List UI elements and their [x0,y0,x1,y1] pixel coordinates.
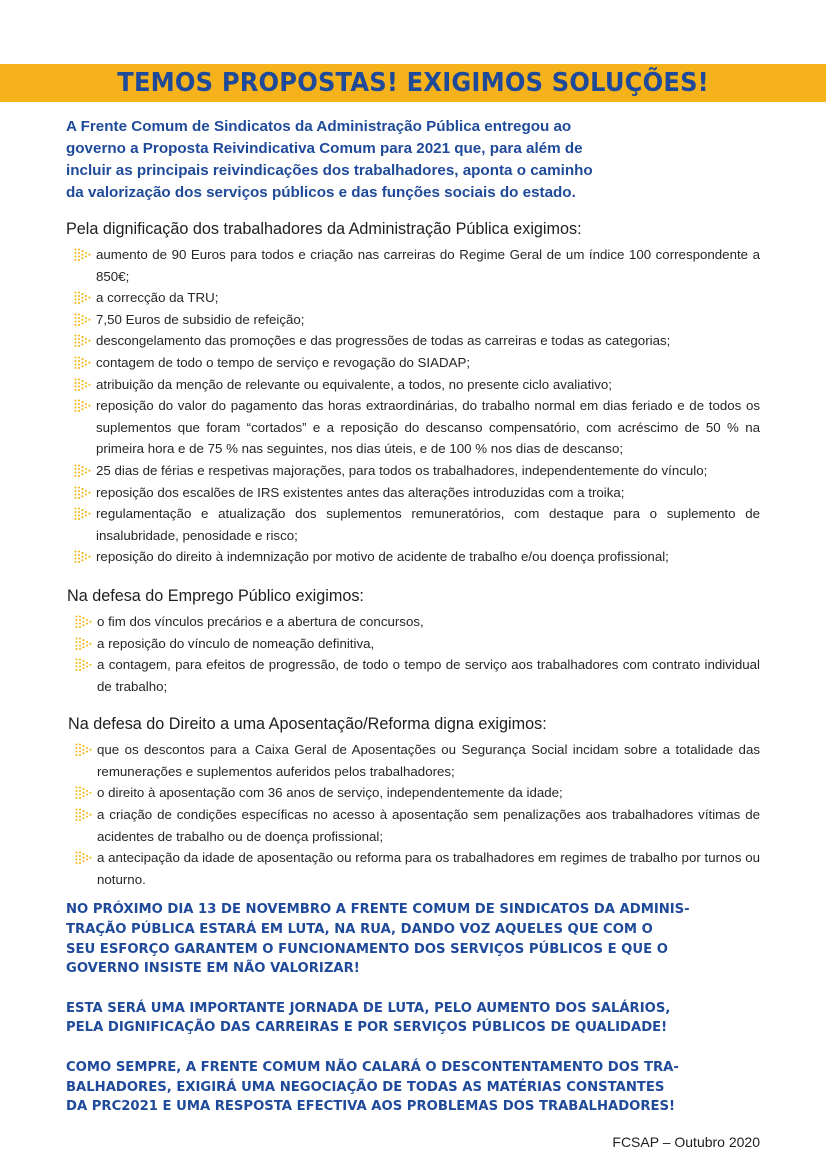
list-item: reposição do valor do pagamento das horas extraordinárias, do trabalho normal em dias feriado e de todos os suplementos que foram “cortados” e a reposição do descanso compensatório, com acréscimo de 50 % na primeira hora e de 75 % nas seguintes, nos dias úteis, e de 100 % nos dias de descanso; [66,395,760,460]
dotted-arrow-bullet-icon [75,786,93,800]
section-title-aposentacao: Na defesa do Direito a uma Aposentação/Reforma digna exigimos: [68,715,547,734]
dotted-arrow-bullet-icon [75,658,93,672]
list-item: aumento de 90 Euros para todos e criação nas carreiras do Regime Geral de um índice 100 correspondente a 850€; [66,244,760,287]
list-item: descongelamento das promoções e das progressões de todas as carreiras e todas as categorias; [66,330,760,352]
list-aposentacao [66,739,760,890]
list-dignificacao [66,244,760,568]
intro-line: A Frente Comum de Sindicatos da Administração Pública entregou ao [66,118,572,135]
list-item: o fim dos vínculos precários e a abertura de concursos, [66,611,760,633]
dotted-arrow-bullet-icon [74,464,92,478]
list-item: reposição dos escalões de IRS existentes antes das alterações introduzidas com a troika; [66,482,760,504]
footer-credit: FCSAP – Outubro 2020 [612,1134,760,1150]
closing-line: GOVERNO INSISTE EM NÃO VALORIZAR! [66,961,360,977]
intro-line: da valorização dos serviços públicos e das funções sociais do estado. [66,184,576,201]
list-item: a reposição do vínculo de nomeação definitiva, [66,633,760,655]
list-item: 7,50 Euros de subsidio de refeição; [66,309,760,331]
list-item: 25 dias de férias e respetivas majorações, para todos os trabalhadores, independentemente do vínculo; [66,460,760,482]
dotted-arrow-bullet-icon [75,637,93,651]
list-emprego-publico [66,611,760,697]
dotted-arrow-bullet-icon [75,851,93,865]
dotted-arrow-bullet-icon [75,615,93,629]
list-item: que os descontos para a Caixa Geral de Aposentações ou Segurança Social incidam sobre a totalidade das remunerações e suplementos auferidos pelos trabalhadores; [66,739,760,782]
title-banner [0,64,826,102]
list-item: a criação de condições específicas no acesso à aposentação sem penalizações aos trabalhadores vítimas de acidentes de trabalho ou de doença profissional; [66,804,760,847]
closing-line: SEU ESFORÇO GARANTEM O FUNCIONAMENTO DOS SERVIÇOS PÚBLICOS E QUE O [66,941,668,957]
dotted-arrow-bullet-icon [74,248,92,262]
dotted-arrow-bullet-icon [75,743,93,757]
dotted-arrow-bullet-icon [74,399,92,413]
dotted-arrow-bullet-icon [75,808,93,822]
closing-paragraph-protest [66,900,760,978]
closing-line: COMO SEMPRE, A FRENTE COMUM NÃO CALARÁ O DESCONTENTAMENTO DOS TRA- [66,1060,679,1075]
closing-paragraph-jornada [66,999,760,1038]
page-title: TEMOS PROPOSTAS! EXIGIMOS SOLUÇÕES! [117,68,709,98]
closing-line: BALHADORES, EXIGIRÁ UMA NEGOCIAÇÃO DE TODAS AS MATÉRIAS CONSTANTES [66,1079,665,1095]
dotted-arrow-bullet-icon [74,291,92,305]
intro-line: governo a Proposta Reivindicativa Comum para 2021 que, para além de [66,140,583,157]
dotted-arrow-bullet-icon [74,550,92,564]
document-body [66,116,760,1117]
section-title-dignificacao: Pela dignificação dos trabalhadores da Administração Pública exigimos: [66,220,582,238]
list-item: contagem de todo o tempo de serviço e revogação do SIADAP; [66,352,760,374]
dotted-arrow-bullet-icon [74,507,92,521]
dotted-arrow-bullet-icon [74,356,92,370]
section-title-emprego-publico: Na defesa do Emprego Público exigimos: [67,586,364,605]
closing-line: ESTA SERÁ UMA IMPORTANTE JORNADA DE LUTA, PELO AUMENTO DOS SALÁRIOS, [66,1000,671,1016]
dotted-arrow-bullet-icon [74,313,92,327]
intro-paragraph [66,116,666,204]
list-item: a antecipação da idade de aposentação ou reforma para os trabalhadores em regimes de trabalho por turnos ou noturno. [66,847,760,890]
list-item: regulamentação e atualização dos suplementos remuneratórios, com destaque para o suplemento de insalubridade, penosidade e risco; [66,503,760,546]
closing-line: DA PRC2021 E UMA RESPOSTA EFECTIVA AOS PROBLEMAS DOS TRABALHADORES! [66,1099,676,1115]
list-item: a contagem, para efeitos de progressão, de todo o tempo de serviço aos trabalhadores com contrato individual de trabalho; [66,654,760,697]
dotted-arrow-bullet-icon [74,486,92,500]
list-item: a correcção da TRU; [66,287,760,309]
dotted-arrow-bullet-icon [74,378,92,392]
closing-line: PELA DIGNIFICAÇÃO DAS CARREIRAS E POR SERVIÇOS PÚBLICOS DE QUALIDADE! [66,1020,668,1036]
dotted-arrow-bullet-icon [74,334,92,348]
closing-line: NO PRÓXIMO DIA 13 DE NOVEMBRO A FRENTE COMUM DE SINDICATOS DA ADMINIS- [66,902,690,918]
list-item: reposição do direito à indemnização por motivo de acidente de trabalho e/ou doença profissional; [66,546,760,568]
list-item: o direito à aposentação com 36 anos de serviço, independentemente da idade; [66,782,760,804]
closing-line: TRAÇÃO PÚBLICA ESTARÁ EM LUTA, NA RUA, DANDO VOZ AQUELES QUE COM O [66,922,653,938]
list-item: atribuição da menção de relevante ou equivalente, a todos, no presente ciclo avaliativo; [66,374,760,396]
intro-line: incluir as principais reivindicações dos trabalhadores, aponta o caminho [66,162,593,179]
closing-paragraph-frente-comum [66,1058,760,1117]
